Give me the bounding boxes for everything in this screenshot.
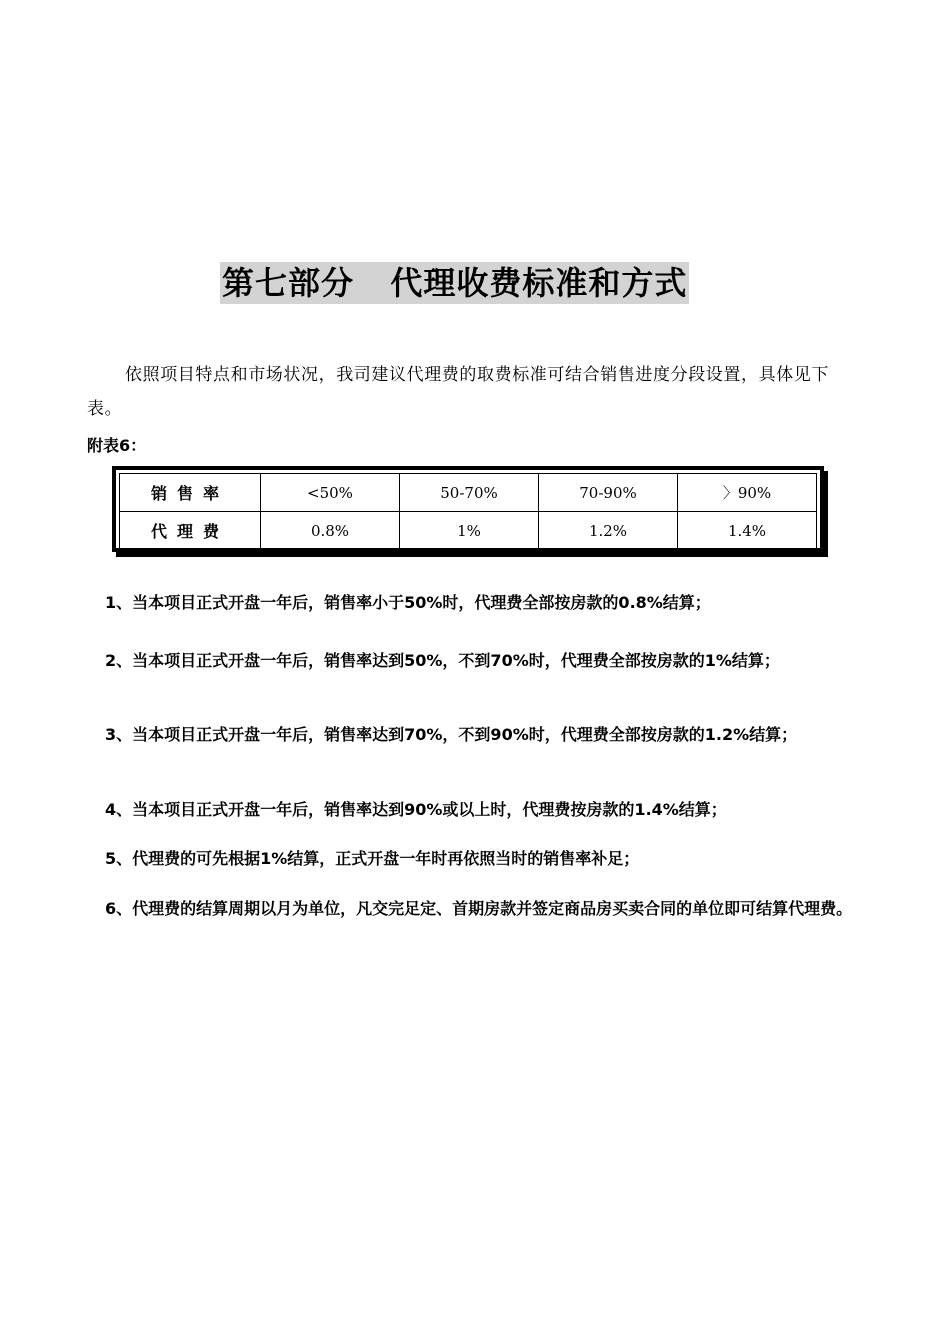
clause-1: 1、当本项目正式开盘一年后，销售率小于50%时，代理费全部按房款的0.8%结算； xyxy=(105,593,711,612)
fee-table xyxy=(119,473,817,550)
clause-3: 3、当本项目正式开盘一年后，销售率达到70%，不到90%时，代理费全部按房款的1.2%结算； xyxy=(105,725,798,744)
table-cell: <50% xyxy=(261,474,400,512)
table-caption: 附表6： xyxy=(87,436,147,455)
table-cell: 1.2% xyxy=(539,512,678,550)
clause-4: 4、当本项目正式开盘一年后，销售率达到90%或以上时，代理费按房款的1.4%结算； xyxy=(105,800,727,819)
table-cell: 0.8% xyxy=(261,512,400,550)
table-row-sales-rate xyxy=(120,474,817,512)
table-row-agency-fee xyxy=(120,512,817,550)
table-cell: 〉90% xyxy=(678,474,817,512)
table-cell: 1.4% xyxy=(678,512,817,550)
clause-6: 6、代理费的结算周期以月为单位，凡交完足定、首期房款并签定商品房买卖合同的单位即可结算代理费。 xyxy=(105,899,853,918)
intro-paragraph: 依照项目特点和市场状况，我司建议代理费的取费标准可结合销售进度分段设置，具体见下表。 xyxy=(87,365,829,419)
fee-table-frame xyxy=(112,466,824,552)
page-title: 第七部分 代理收费标准和方式 xyxy=(222,264,688,302)
table-cell: 1% xyxy=(400,512,539,550)
table-cell: 50-70% xyxy=(400,474,539,512)
clause-5: 5、代理费的可先根据1%结算，正式开盘一年时再依照当时的销售率补足； xyxy=(105,849,640,868)
table-cell: 70-90% xyxy=(539,474,678,512)
row-label-sales-rate: 销售率 xyxy=(120,474,261,512)
clause-2: 2、当本项目正式开盘一年后，销售率达到50%，不到70%时，代理费全部按房款的1%结算； xyxy=(105,651,780,670)
row-label-agency-fee: 代理费 xyxy=(120,512,261,550)
